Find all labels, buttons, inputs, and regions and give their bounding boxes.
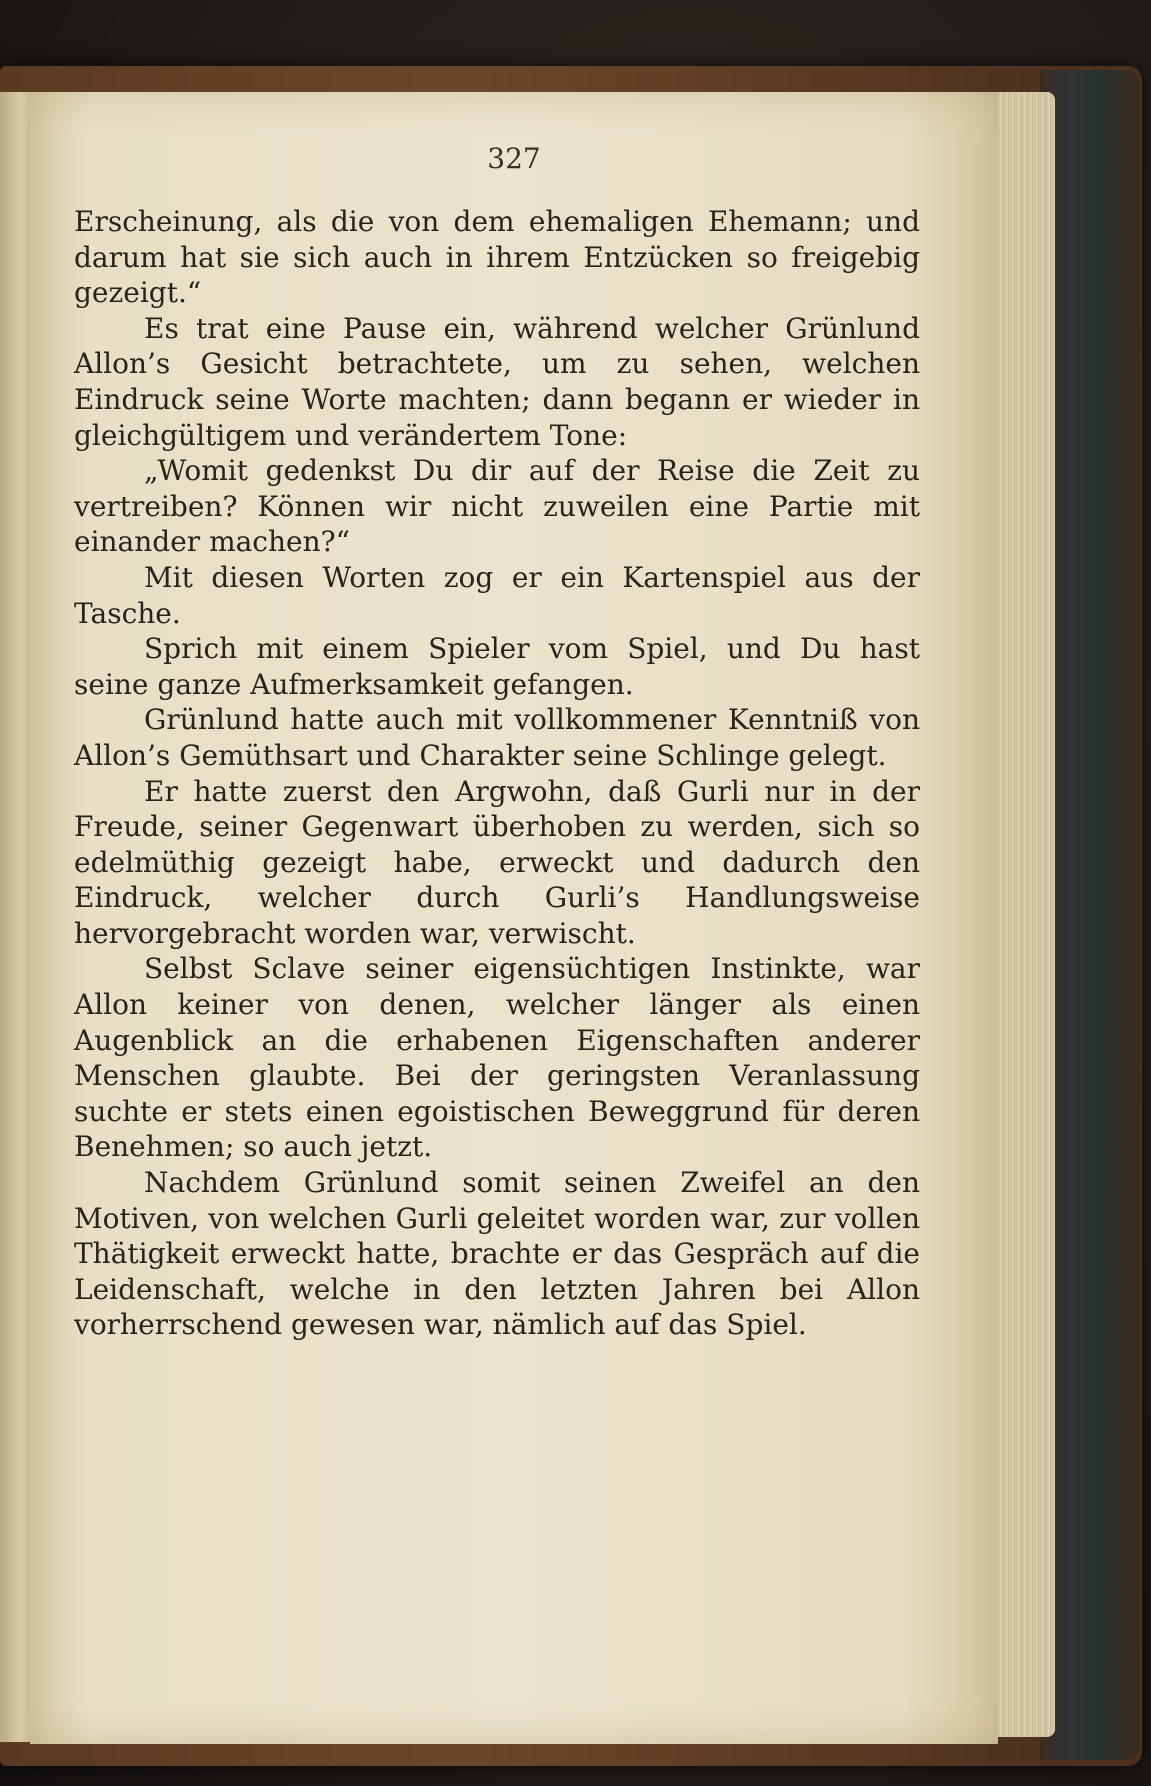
paragraph: Erscheinung, als die von dem ehemaligen Ehemann; und darum hat sie sich auch in ihrem Entzücken so freigebig gezeigt.“ <box>74 205 920 310</box>
book-cover-edge <box>1040 70 1140 1760</box>
paragraph: Es trat eine Pause ein, während welcher Grünlund Allon’s Gesicht betrachtete, um zu sehen, welchen Eindruck seine Worte machten; dann begann er wieder in gleichgültigem und verändertem Tone: <box>74 311 920 452</box>
page-text <box>74 204 920 1343</box>
page-number: 327 <box>487 142 541 175</box>
paragraph: Mit diesen Worten zog er ein Kartenspiel aus der Tasche. <box>74 560 920 630</box>
paragraph: Er hatte zuerst den Argwohn, daß Gurli nur in der Freude, seiner Gegenwart überhoben zu werden, sich so edelmüthig gezeigt habe, erweckt und dadurch den Eindruck, welcher durch Gurli’s Handlungsweise hervorgebracht worden war, verwischt. <box>74 774 920 950</box>
paragraph: Grünlund hatte auch mit vollkommener Kenntniß von Allon’s Gemüthsart und Charakter seine Schlinge gelegt. <box>74 703 920 772</box>
left-page-sliver <box>0 92 34 1742</box>
paragraph: Sprich mit einem Spieler vom Spiel, und Du hast seine ganze Aufmerksamkeit gefangen. <box>74 632 920 701</box>
paragraph: Selbst Sclave seiner eigensüchtigen Instinkte, war Allon keiner von denen, welcher länger als einen Augenblick an die erhabenen Eigenschaften anderer Menschen glaubte. Bei der geringsten Veranlassung suchte er stets einen egoistischen Beweggrund für deren Benehmen; so auch jetzt. <box>74 952 920 1164</box>
book-page <box>30 92 998 1744</box>
paragraph: Nachdem Grünlund somit seinen Zweifel an den Motiven, von welchen Gurli geleitet worden war, zur vollen Thätigkeit erweckt hatte, brachte er das Gespräch auf die Leidenschaft, welche in den letzten Jahren bei Allon vorherrschend gewesen war, nämlich auf das Spiel. <box>74 1166 920 1342</box>
paragraph: „Womit gedenkst Du dir auf der Reise die Zeit zu vertreiben? Können wir nicht zuweilen eine Partie mit einander machen?“ <box>74 454 920 559</box>
